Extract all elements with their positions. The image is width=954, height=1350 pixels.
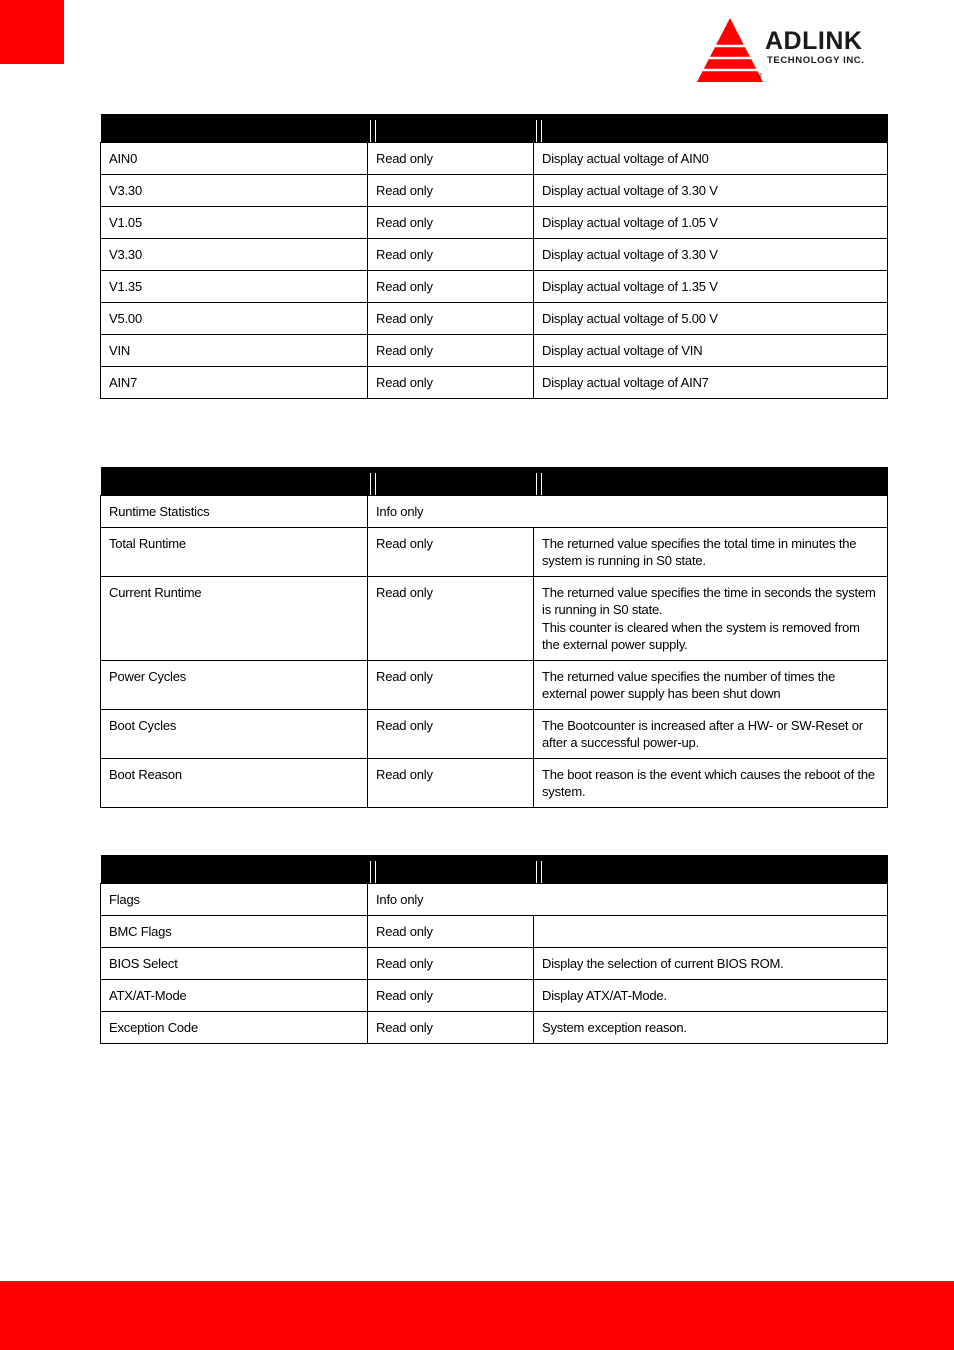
table-row <box>101 143 888 175</box>
table-row-group <box>101 884 888 916</box>
description-text: The returned value specifies the number of times the external power supply has been shut down <box>542 669 836 701</box>
row-access: Read only <box>368 239 534 271</box>
row-name: AIN7 <box>101 367 368 399</box>
table-header-row <box>101 855 888 884</box>
header-cell <box>368 467 534 496</box>
description-text: System exception reason. <box>542 1020 687 1035</box>
row-description <box>534 271 888 303</box>
row-description <box>534 980 888 1012</box>
description-text: Display actual voltage of 1.05 V <box>542 215 718 230</box>
row-name: V1.35 <box>101 271 368 303</box>
table-row <box>101 303 888 335</box>
adlink-triangle-icon <box>695 18 765 84</box>
row-access: Read only <box>368 710 534 759</box>
table-row <box>101 207 888 239</box>
row-access: Read only <box>368 661 534 710</box>
row-description <box>534 710 888 759</box>
row-description <box>534 948 888 980</box>
row-description <box>534 367 888 399</box>
row-description <box>534 303 888 335</box>
row-description <box>534 239 888 271</box>
row-access: Read only <box>368 271 534 303</box>
row-name: ATX/AT-Mode <box>101 980 368 1012</box>
description-text: The returned value specifies the time in seconds the system is running in S0 state. <box>542 585 876 617</box>
description-text: Display ATX/AT-Mode. <box>542 988 667 1003</box>
row-description <box>534 1012 888 1044</box>
row-access: Read only <box>368 367 534 399</box>
table-header-row <box>101 114 888 143</box>
row-access: Read only <box>368 759 534 808</box>
row-access: Read only <box>368 335 534 367</box>
row-name: Power Cycles <box>101 661 368 710</box>
row-access: Read only <box>368 577 534 661</box>
description-text: Display actual voltage of 3.30 V <box>542 183 718 198</box>
header-cell <box>368 855 534 884</box>
table-row <box>101 239 888 271</box>
description-text: Display actual voltage of 1.35 V <box>542 279 718 294</box>
row-name: V1.05 <box>101 207 368 239</box>
row-name: V3.30 <box>101 239 368 271</box>
row-access: Read only <box>368 175 534 207</box>
description-text: Display actual voltage of 3.30 V <box>542 247 718 262</box>
row-name: AIN0 <box>101 143 368 175</box>
row-description <box>534 661 888 710</box>
row-name: Boot Cycles <box>101 710 368 759</box>
row-access: Read only <box>368 528 534 577</box>
runtime-statistics-table <box>100 467 888 808</box>
row-description <box>534 759 888 808</box>
row-description <box>534 143 888 175</box>
row-name: VIN <box>101 335 368 367</box>
row-name: Boot Reason <box>101 759 368 808</box>
table-row-group <box>101 496 888 528</box>
table-row <box>101 367 888 399</box>
row-description <box>534 175 888 207</box>
table-row <box>101 759 888 808</box>
row-name: BIOS Select <box>101 948 368 980</box>
group-access: Info only <box>368 884 888 916</box>
row-access: Read only <box>368 303 534 335</box>
row-name: Current Runtime <box>101 577 368 661</box>
table-row <box>101 175 888 207</box>
logo-registered-mark: ® <box>757 73 763 80</box>
row-access: Read only <box>368 207 534 239</box>
row-access: Read only <box>368 948 534 980</box>
subgroup-desc <box>534 916 888 948</box>
row-description <box>534 335 888 367</box>
description-text: The Bootcounter is increased after a HW- or SW-Reset or after a successful power-up. <box>542 718 863 750</box>
table-row <box>101 1012 888 1044</box>
subgroup-name: BMC Flags <box>101 916 368 948</box>
corner-red-block <box>0 0 64 64</box>
description-text: This counter is cleared when the system is removed from the external power supply. <box>542 620 860 652</box>
header-cell <box>101 855 368 884</box>
row-description <box>534 207 888 239</box>
row-name: Exception Code <box>101 1012 368 1044</box>
table-row <box>101 335 888 367</box>
description-text: Display actual voltage of VIN <box>542 343 703 358</box>
header-cell <box>534 467 888 496</box>
row-name: Total Runtime <box>101 528 368 577</box>
table-row <box>101 710 888 759</box>
table-row <box>101 661 888 710</box>
header-cell <box>534 114 888 143</box>
flags-table <box>100 855 888 1044</box>
logo-subtitle: TECHNOLOGY INC. <box>767 55 865 66</box>
description-text: The boot reason is the event which causes the reboot of the system. <box>542 767 875 799</box>
header-cell <box>534 855 888 884</box>
table-row <box>101 577 888 661</box>
subgroup-access: Read only <box>368 916 534 948</box>
table-header-row <box>101 467 888 496</box>
row-name: V5.00 <box>101 303 368 335</box>
description-text: Display actual voltage of AIN0 <box>542 151 709 166</box>
table-row <box>101 948 888 980</box>
voltage-table <box>100 114 888 399</box>
group-name: Runtime Statistics <box>101 496 368 528</box>
description-text: Display the selection of current BIOS ROM. <box>542 956 784 971</box>
header-cell <box>368 114 534 143</box>
description-text: Display actual voltage of AIN7 <box>542 375 709 390</box>
table-row <box>101 528 888 577</box>
row-access: Read only <box>368 143 534 175</box>
table-row-subgroup <box>101 916 888 948</box>
table-row <box>101 980 888 1012</box>
logo-wordmark: ADLINK <box>765 27 863 55</box>
row-description <box>534 577 888 661</box>
row-name: V3.30 <box>101 175 368 207</box>
group-access: Info only <box>368 496 888 528</box>
description-text: Display actual voltage of 5.00 V <box>542 311 718 326</box>
row-description <box>534 528 888 577</box>
row-access: Read only <box>368 1012 534 1044</box>
table-row <box>101 271 888 303</box>
description-text: The returned value specifies the total time in minutes the system is running in S0 state. <box>542 536 857 568</box>
header-cell <box>101 467 368 496</box>
header-cell <box>101 114 368 143</box>
adlink-logo <box>695 18 907 84</box>
row-access: Read only <box>368 980 534 1012</box>
group-name: Flags <box>101 884 368 916</box>
footer-red-bar <box>0 1281 954 1350</box>
